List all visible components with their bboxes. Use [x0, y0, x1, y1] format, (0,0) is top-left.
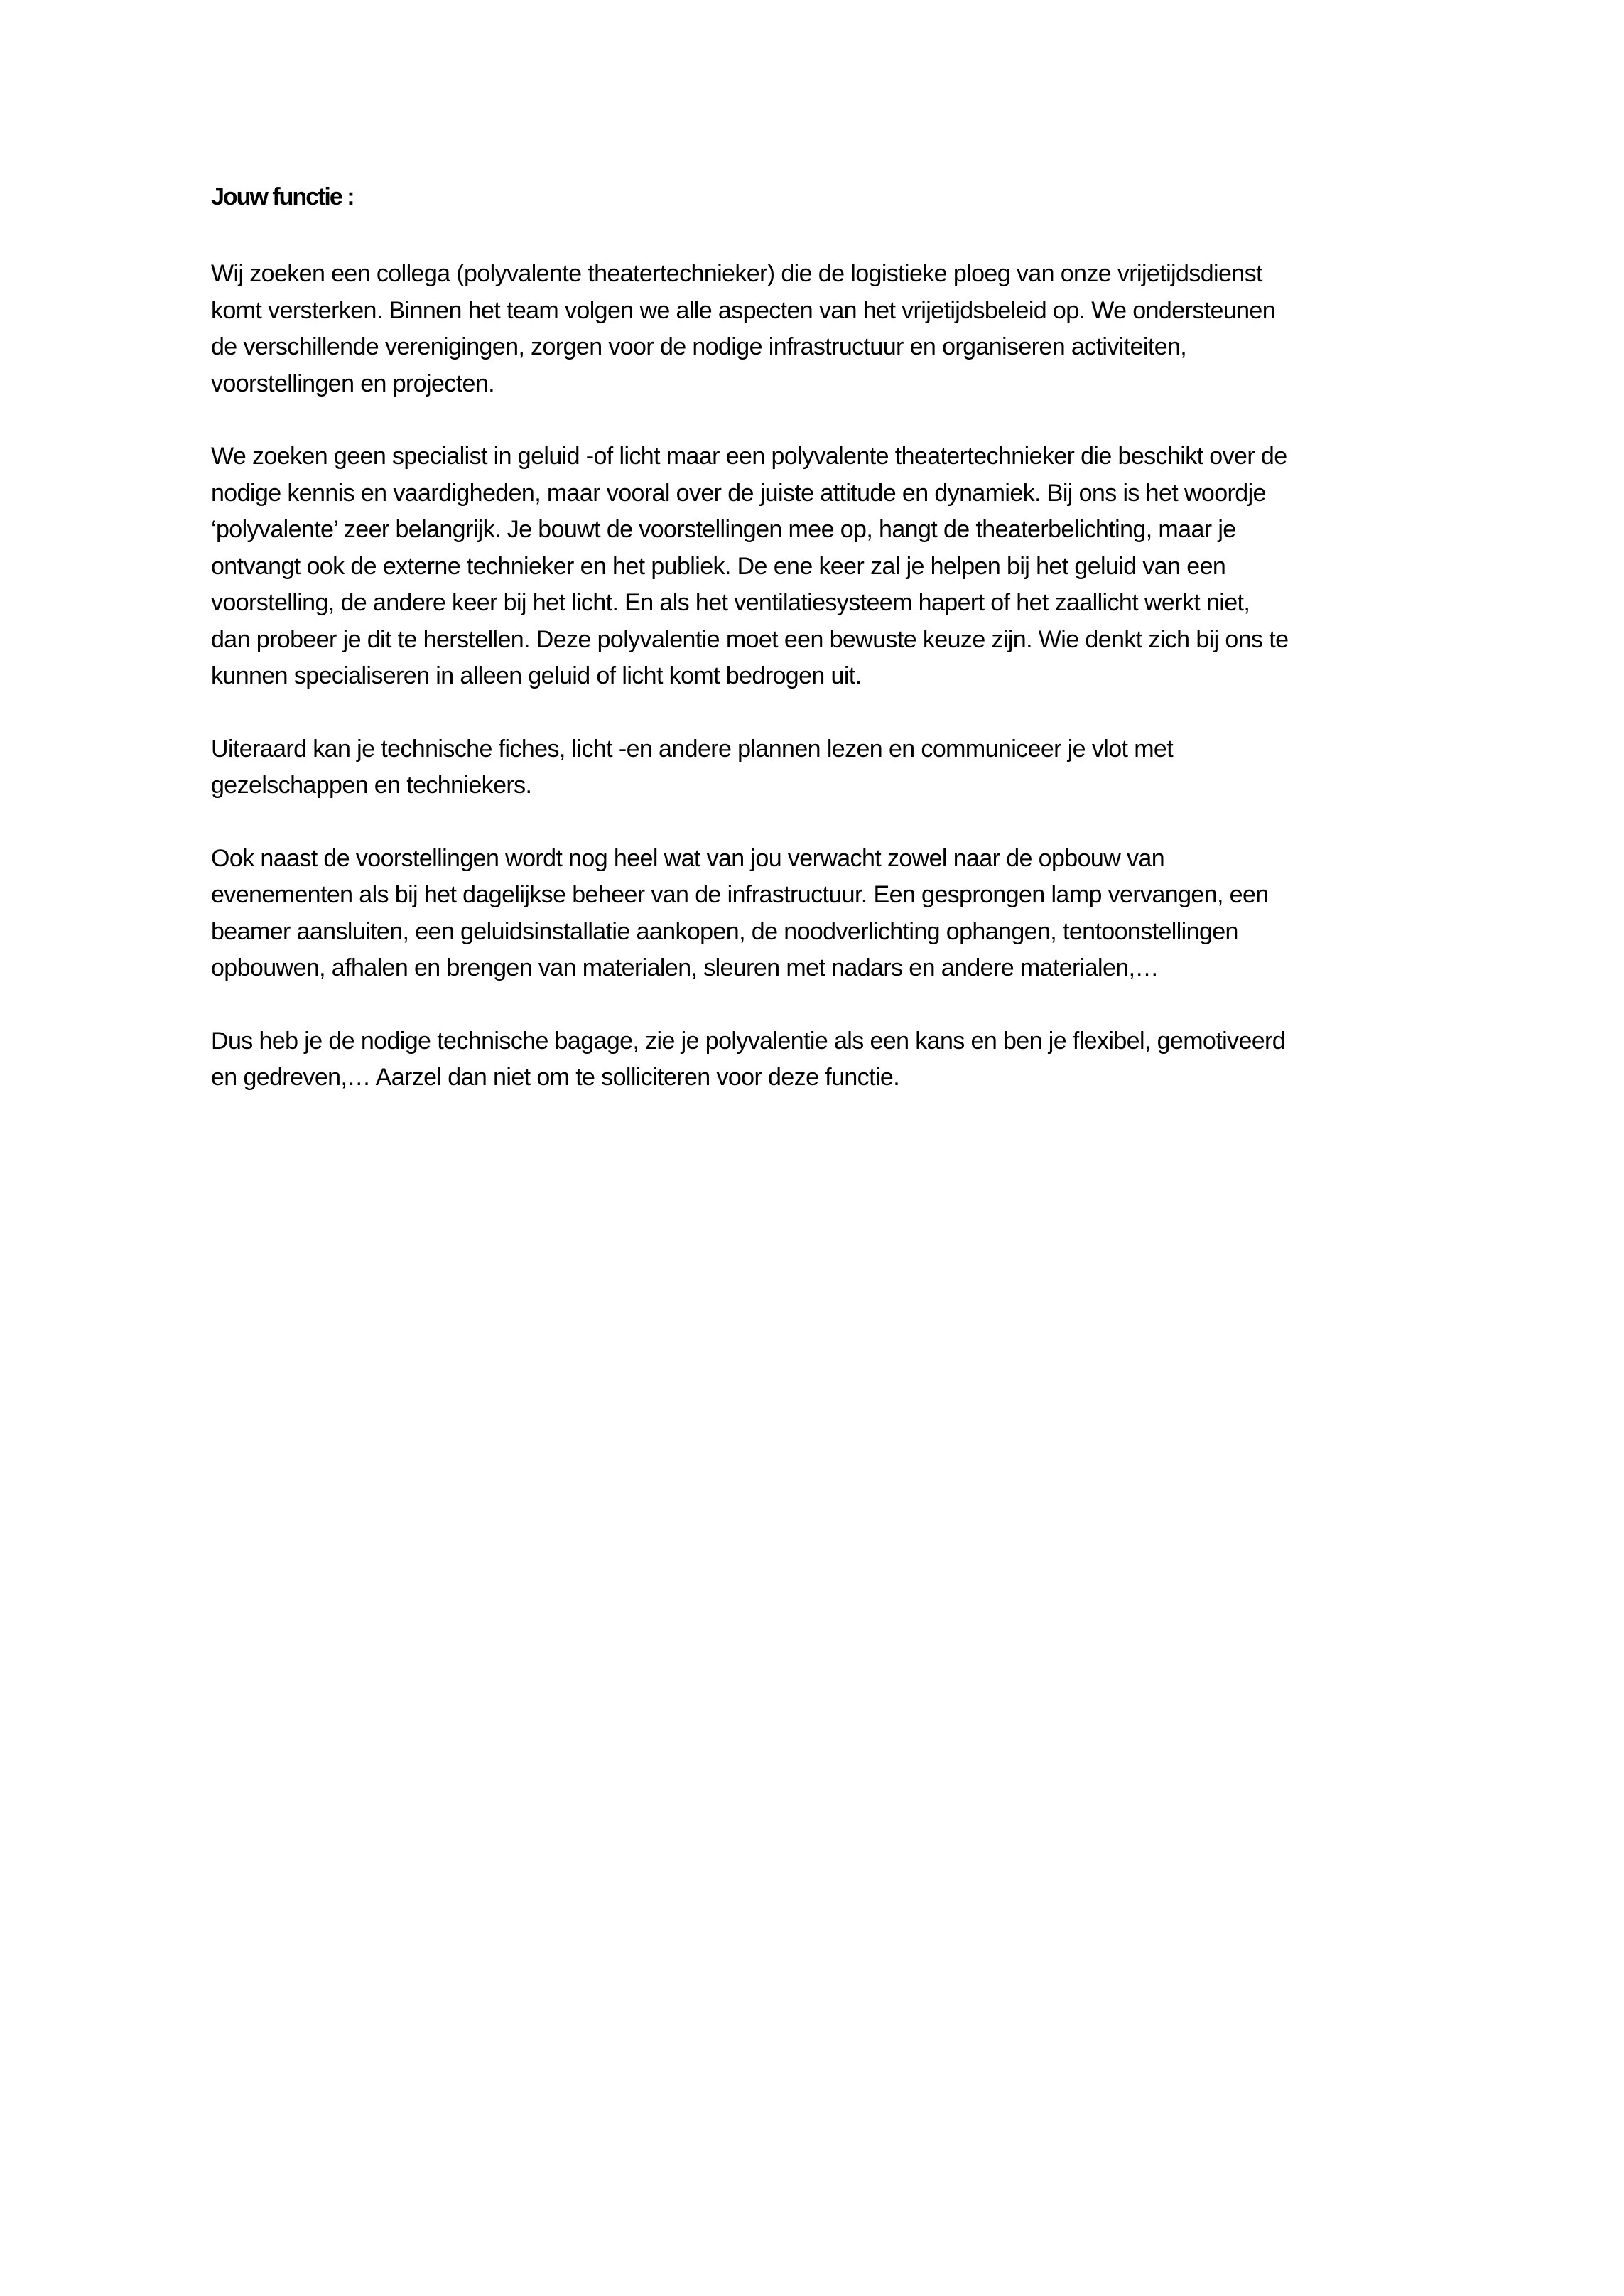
text-line: voorstelling, de andere keer bij het licht. En als het ventilatiesysteem hapert of het zaallicht werkt niet,	[211, 589, 1250, 616]
paragraph-call-to-action	[211, 1023, 1490, 1096]
text-line: dan probeer je dit te herstellen. Deze polyvalentie moet een bewuste keuze zijn. Wie denkt zich bij ons te	[211, 625, 1289, 653]
text-line: gezelschappen en techniekers.	[211, 772, 532, 799]
text-line: ‘polyvalente’ zeer belangrijk. Je bouwt de voorstellingen mee op, hangt de theaterbelichting, maar je	[211, 516, 1236, 543]
text-line: nodige kennis en vaardigheden, maar vooral over de juiste attitude en dynamiek. Bij ons is het woordje	[211, 479, 1266, 507]
text-line: evenementen als bij het dagelijkse beheer van de infrastructuur. Een gesprongen lamp vervangen, een	[211, 881, 1269, 908]
text-line: Dus heb je de nodige technische bagage, zie je polyvalentie als een kans en ben je flexibel, gemotiveerd	[211, 1027, 1286, 1055]
text-line: Wij zoeken een collega (polyvalente theatertechnieker) die de logistieke ploeg van onze vrijetijdsdienst	[211, 260, 1262, 287]
section-heading: Jouw functie :	[211, 183, 354, 210]
document-content	[211, 179, 1490, 1133]
paragraph-additional-tasks	[211, 841, 1490, 987]
text-line: en gedreven,… Aarzel dan niet om te solliciteren voor deze functie.	[211, 1064, 900, 1091]
paragraph-polyvalence	[211, 438, 1490, 695]
text-line: komt versterken. Binnen het team volgen we alle aspecten van het vrijetijdsbeleid op. We ondersteunen	[211, 296, 1276, 324]
text-line: Uiteraard kan je technische fiches, licht -en andere plannen lezen en communiceer je vlot met	[211, 735, 1174, 762]
text-line: ontvangt ook de externe technieker en het publiek. De ene keer zal je helpen bij het geluid van een	[211, 552, 1226, 580]
text-line: voorstellingen en projecten.	[211, 370, 495, 397]
text-line: We zoeken geen specialist in geluid -of licht maar een polyvalente theatertechnieker die beschikt over de	[211, 443, 1287, 470]
text-line: beamer aansluiten, een geluidsinstallatie aankopen, de noodverlichting ophangen, tentoonstellingen	[211, 917, 1238, 945]
paragraph-technical-skills	[211, 731, 1490, 804]
paragraph-intro	[211, 256, 1490, 402]
text-line: Ook naast de voorstellingen wordt nog heel wat van jou verwacht zowel naar de opbouw van	[211, 844, 1165, 872]
text-line: opbouwen, afhalen en brengen van materialen, sleuren met nadars en andere materialen,…	[211, 954, 1159, 981]
text-line: kunnen specialiseren in alleen geluid of licht komt bedrogen uit.	[211, 662, 862, 689]
text-line: de verschillende verenigingen, zorgen voor de nodige infrastructuur en organiseren activiteiten,	[211, 333, 1187, 360]
